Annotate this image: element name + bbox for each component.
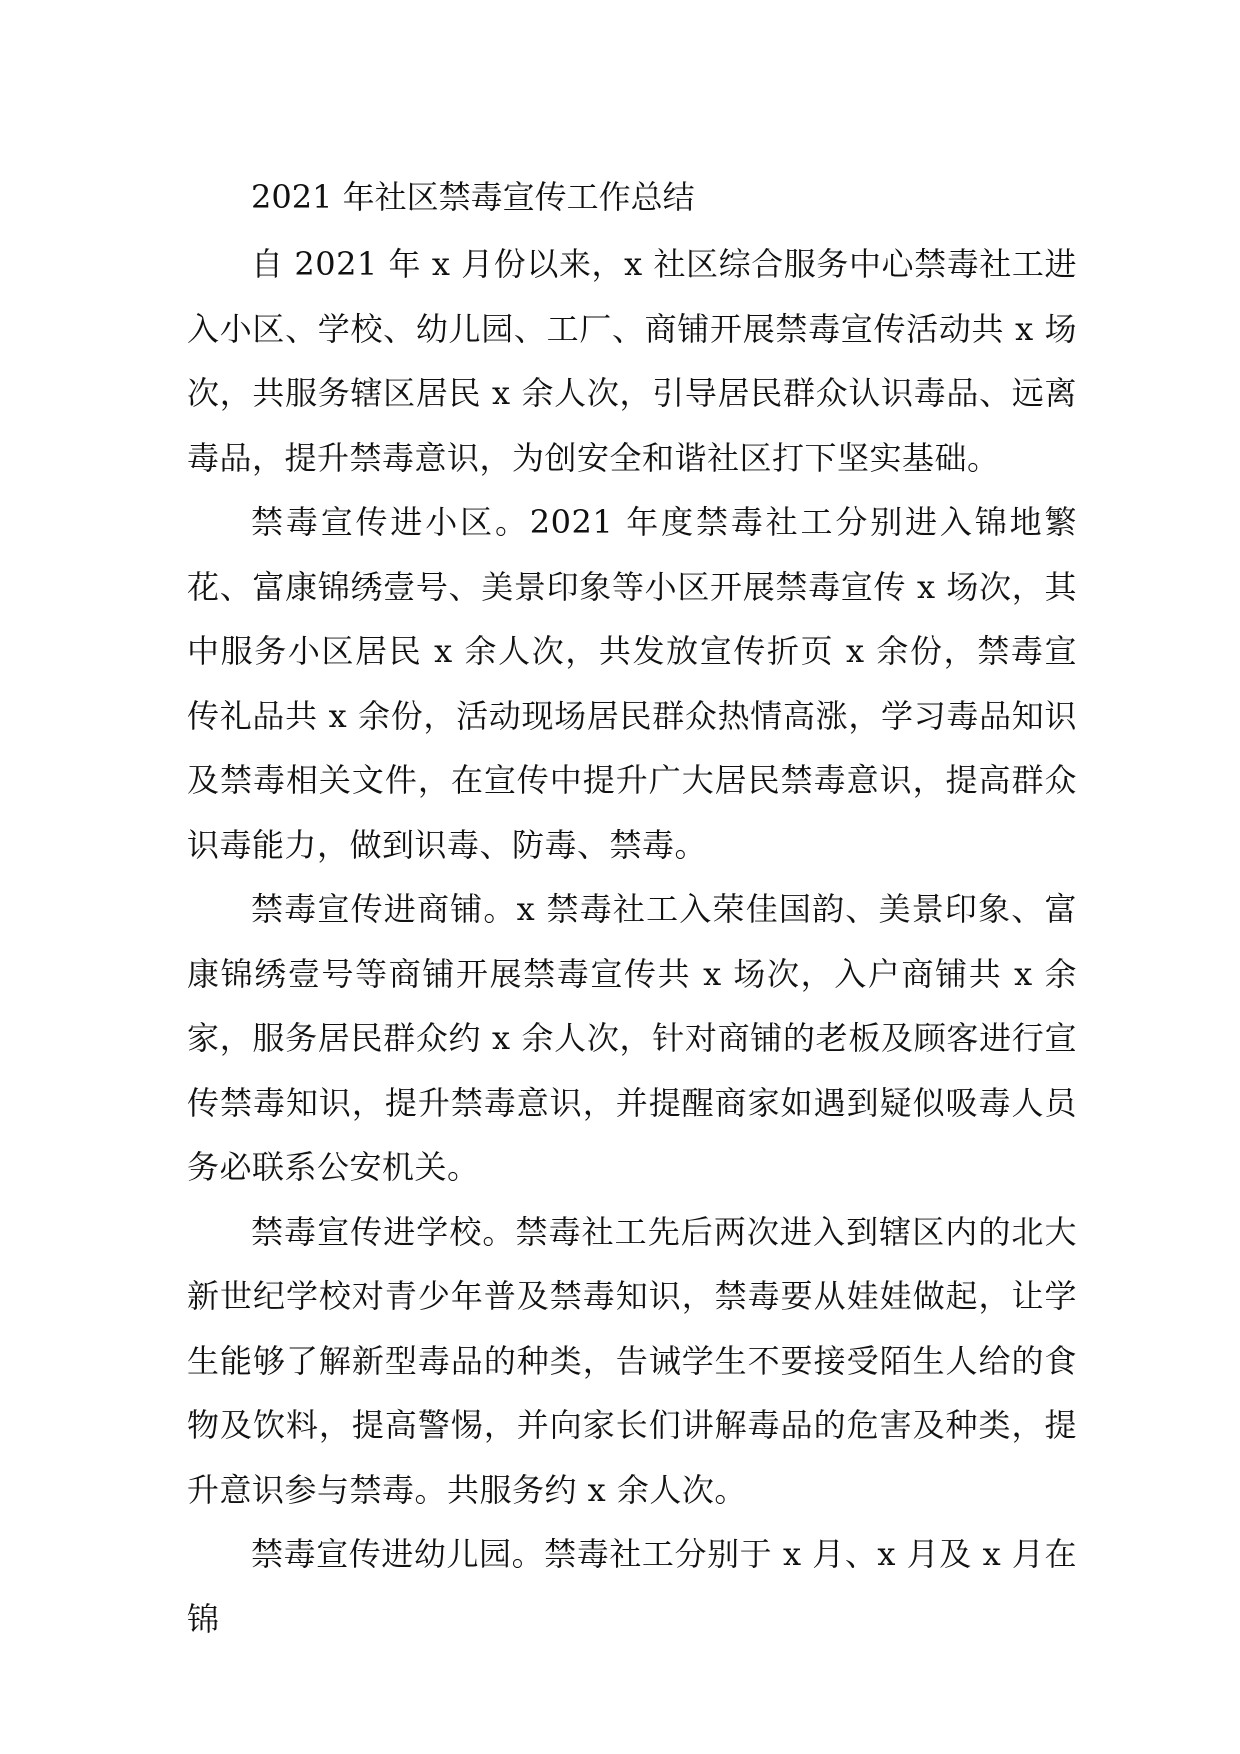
community-paragraph: 禁毒宣传进小区。2021 年度禁毒社工分别进入锦地繁花、富康锦绣壹号、美景印象等小区开展禁毒宣传 x 场次，其中服务小区居民 x 余人次，共发放宣传折页 x 余份，禁毒宣传礼品共 x 余份，活动现场居民群众热情高涨，学习毒品知识及禁毒相关文件，在宣传中提升广大居民禁毒意识，提高群众识毒能力，做到识毒、防毒、禁毒。 xyxy=(187,503,1077,864)
school-paragraph: 禁毒宣传进学校。禁毒社工先后两次进入到辖区内的北大新世纪学校对青少年普及禁毒知识，禁毒要从娃娃做起，让学生能够了解新型毒品的种类，告诫学生不要接受陌生人给的食物及饮料，提高警惕，并向家长们讲解毒品的危害及种类，提升意识参与禁毒。共服务约 x 余人次。 xyxy=(187,1212,1077,1509)
shops-paragraph: 禁毒宣传进商铺。x 禁毒社工入荣佳国韵、美景印象、富康锦绣壹号等商铺开展禁毒宣传共 x 场次，入户商铺共 x 余家，服务居民群众约 x 余人次，针对商铺的老板及顾客进行宣传禁毒知识，提升禁毒意识，并提醒商家如遇到疑似吸毒人员务必联系公安机关。 xyxy=(187,890,1077,1186)
intro-paragraph: 自 2021 年 x 月份以来，x 社区综合服务中心禁毒社工进入小区、学校、幼儿园、工厂、商铺开展禁毒宣传活动共 x 场次，共服务辖区居民 x 余人次，引导居民群众认识毒品、远离毒品，提升禁毒意识，为创安全和谐社区打下坚实基础。 xyxy=(187,245,1077,477)
document-title: 2021 年社区禁毒宣传工作总结 xyxy=(251,178,695,216)
document-body xyxy=(187,168,1077,1651)
kindergarten-paragraph: 禁毒宣传进幼儿园。禁毒社工分别于 x 月、x 月及 x 月在锦 xyxy=(187,1535,1077,1638)
